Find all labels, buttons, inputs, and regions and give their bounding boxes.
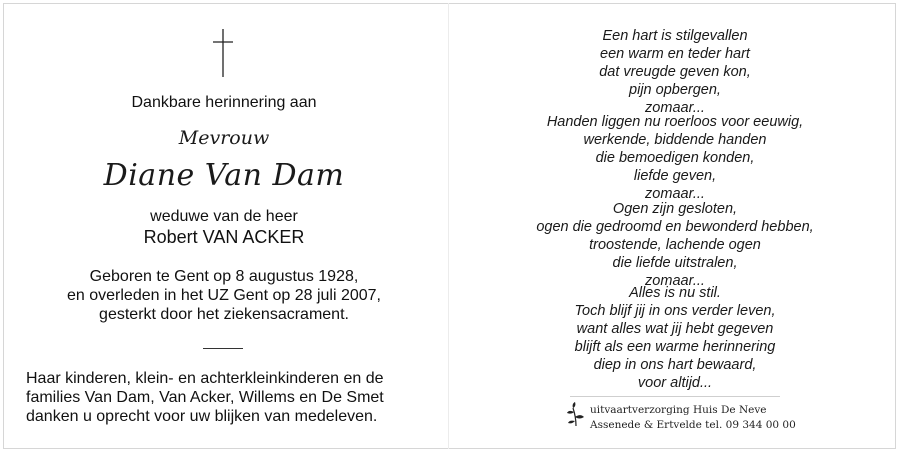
poem-line: zomaar... <box>645 273 705 289</box>
poem-line: pijn opbergen, <box>629 82 721 98</box>
husband-name: Robert VAN ACKER <box>143 227 305 247</box>
poem-line: voor altijd... <box>637 375 713 391</box>
thanks-line: families Van Dam, Van Acker, Willems en De Smet <box>26 389 384 406</box>
poem-line: blijft als een warme herinnering <box>574 339 776 355</box>
poem-line: die bemoedigen konden, <box>595 150 755 166</box>
poem-line: Toch blijf jij in ons verder leven, <box>574 303 776 319</box>
poem-line: Ogen zijn gesloten, <box>612 201 738 217</box>
poem-line: zomaar... <box>645 186 705 202</box>
poem-line: werkende, biddende handen <box>583 132 767 148</box>
poem-line: zomaar... <box>645 100 705 116</box>
widow-line: weduwe van de heer <box>150 208 298 225</box>
sacrament-line: gesterkt door het ziekensacrament. <box>99 306 349 323</box>
poem-stanza-3 <box>450 200 900 290</box>
flower-logo-icon <box>565 402 587 428</box>
thanks-line: Haar kinderen, klein- en achterkleinkinderen en de <box>26 370 384 387</box>
poem-line: diep in ons hart bewaard, <box>593 357 757 373</box>
poem-line: ogen die gedroomd en bewonderd hebben, <box>536 219 814 235</box>
poem-line: dat vreugde geven kon, <box>599 64 751 80</box>
title-mevrouw: Mevrouw <box>178 127 270 149</box>
cross-icon <box>210 27 236 79</box>
card-fold <box>448 3 449 449</box>
poem-line: Een hart is stilgevallen <box>602 28 748 44</box>
divider <box>203 348 243 349</box>
intro-text: Dankbare herinnering aan <box>131 94 317 111</box>
undertaker-rule <box>570 396 780 397</box>
poem-stanza-2 <box>450 113 900 203</box>
deceased-name: Diane Van Dam <box>103 158 345 193</box>
poem-line: want alles wat jij hebt gegeven <box>576 321 774 337</box>
thanks-line: danken u oprecht voor uw blijken van medeleven. <box>26 408 378 425</box>
death-line: en overleden in het UZ Gent op 28 juli 2007, <box>67 287 381 304</box>
undertaker-name: uitvaartverzorging Huis De Neve <box>590 404 767 416</box>
undertaker-address: Assenede & Ertvelde tel. 09 344 00 00 <box>590 419 796 431</box>
poem-line: die liefde uitstralen, <box>612 255 738 271</box>
poem-line: Handen liggen nu roerloos voor eeuwig, <box>546 114 804 130</box>
poem-stanza-4 <box>450 284 900 392</box>
right-panel <box>450 0 900 453</box>
poem-line: troostende, lachende ogen <box>589 237 761 253</box>
poem-line: een warm en teder hart <box>600 46 750 62</box>
undertaker-info <box>590 403 800 433</box>
birth-line: Geboren te Gent op 8 augustus 1928, <box>89 268 359 285</box>
left-panel <box>0 0 448 453</box>
poem-line: Alles is nu stil. <box>629 285 721 301</box>
poem-line: liefde geven, <box>633 168 717 184</box>
poem-stanza-1 <box>450 27 900 117</box>
thanks-paragraph <box>26 369 426 426</box>
